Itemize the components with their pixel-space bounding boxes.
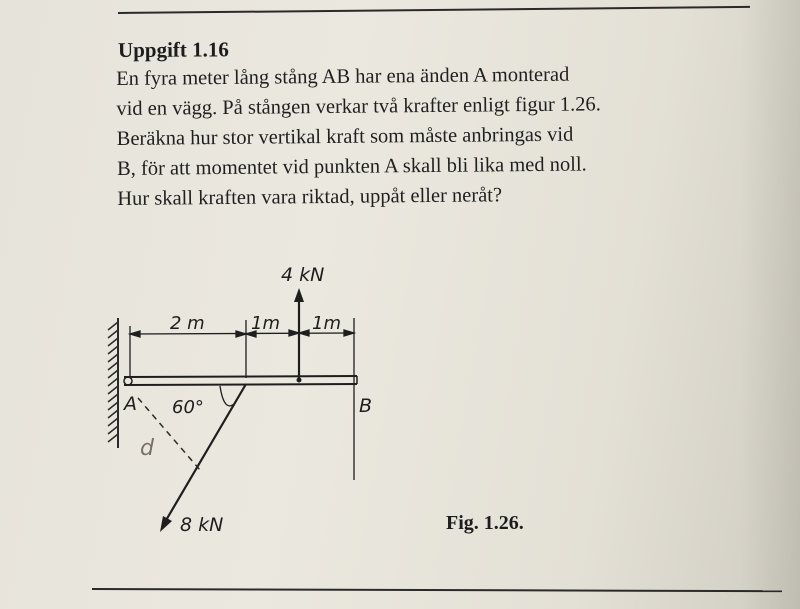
dimension-label-2m: 2 m <box>170 313 205 334</box>
force-up-arrow <box>294 288 304 383</box>
angle-label: 60° <box>172 397 204 418</box>
dimension-line <box>130 318 354 480</box>
wall <box>108 318 118 448</box>
task-line: En fyra meter lång stång AB har ena änden A monterad <box>116 63 570 90</box>
beam-ab <box>124 376 357 385</box>
figure-caption: Fig. 1.26. <box>446 512 524 534</box>
task-line: B, för att momentet vid punkten A skall bli lika med noll. <box>116 153 587 180</box>
task-line: Beräkna hur stor vertikal kraft som måste anbringas vid <box>116 123 574 150</box>
point-a-label: A <box>124 393 137 415</box>
task-line: vid en vägg. På stången verkar två krafter enligt figur 1.26. <box>116 93 601 120</box>
dimension-label-1m-a: 1m <box>251 313 280 334</box>
lever-arm-label: d <box>140 436 154 461</box>
force-diagonal-label: 8 kN <box>180 514 224 536</box>
task-title: Uppgift 1.16 <box>117 37 229 62</box>
point-b-label: B <box>359 395 373 417</box>
force-up-label: 4 kN <box>281 264 325 286</box>
angle-arc <box>220 386 234 406</box>
task-line: Hur skall kraften vara riktad, uppåt eller neråt? <box>117 184 503 210</box>
dimension-label-1m-b: 1m <box>312 313 341 334</box>
